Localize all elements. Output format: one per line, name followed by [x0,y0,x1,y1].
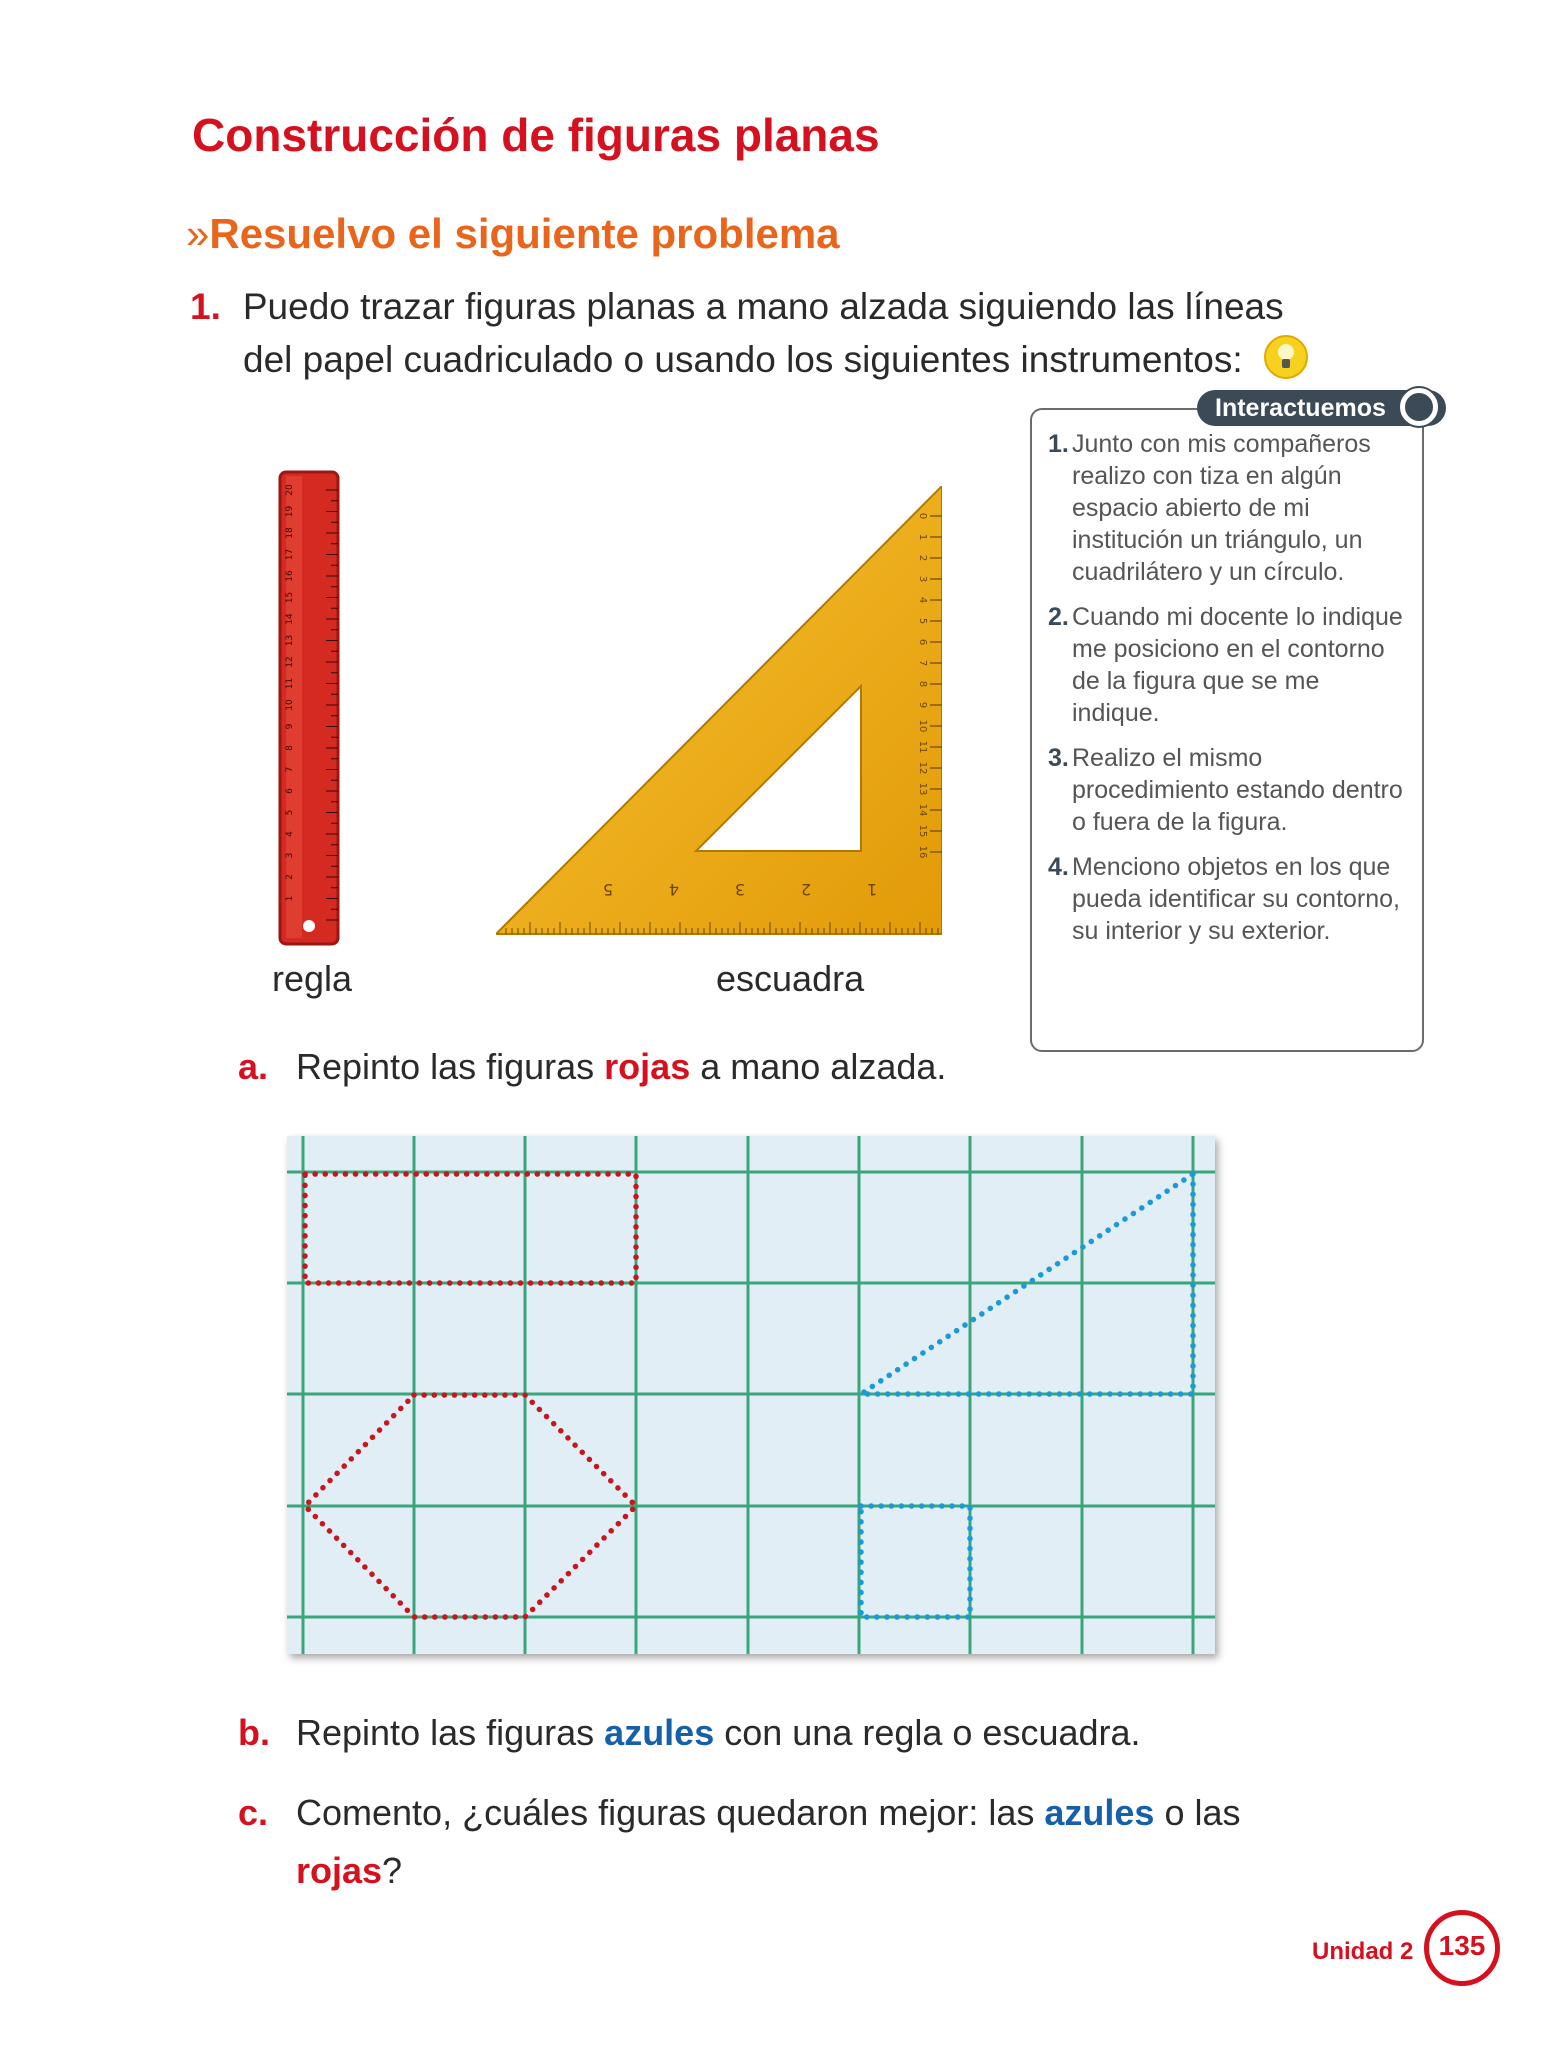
setsquare-side-label: 4 [917,596,928,604]
page-title: Construcción de figuras planas [192,109,880,161]
footer-unit: Unidad 2 [1312,1938,1414,1965]
ruler-tick-label: 2 [285,874,295,880]
setsquare-side-label: 5 [917,617,928,625]
ruler-tick-label: 8 [285,745,295,751]
sub-question-b: b. Repinto las figuras azules con una regla o escuadra. [238,1712,1141,1753]
interactuemos-item: 4. Menciono objetos en los que pueda identificar su contorno, su interior y su exterior. [1048,853,1400,945]
setsquare-side-label: 12 [917,761,928,775]
setsquare-bottom-label: 5 [602,880,614,899]
setsquare-side-label: 16 [917,845,928,859]
ruler-tick-label: 6 [285,788,295,794]
question-line-1: Puedo trazar figuras planas a mano alzada siguiendo las líneas [242,286,1284,327]
ruler-tick-label: 12 [285,656,295,668]
interactuemos-tag: Interactuemos [1197,390,1446,426]
question-number: 1. [190,286,221,327]
ruler-tick-label: 11 [285,677,295,690]
ruler-tick-label: 9 [285,723,295,730]
setsquare-side-label: 7 [917,659,928,667]
setsquare-side-label: 1 [917,533,928,541]
sub-question-c: c. Comento, ¿cuáles figuras quedaron mejor: las azules o las rojas? [238,1792,1241,1891]
ruler-tick-label: 4 [285,831,295,837]
ruler-tick-label: 14 [285,613,295,625]
setsquare-side-label: 9 [917,701,928,709]
question-line-2: del papel cuadriculado o usando los siguientes instrumentos: [243,339,1243,380]
ruler-tick-label: 18 [285,527,295,539]
ruler-tick-label: 7 [285,766,295,773]
ruler-tick-label: 17 [285,548,295,561]
setsquare-side-label: 13 [917,782,928,796]
ruler-tick-label: 20 [285,484,295,496]
setsquare-side-label: 6 [917,638,928,646]
grid-paper [287,1136,1215,1654]
ruler-caption: regla [272,958,353,999]
ruler-tick-label: 15 [285,591,295,604]
section-heading [186,210,840,258]
ruler-tick-label: 5 [285,809,295,816]
ruler-tick-label: 19 [285,505,295,518]
setsquare-side-label: 3 [917,575,928,583]
setsquare-caption: escuadra [716,958,865,999]
ruler-illustration [278,470,340,946]
sub-question-a: a. Repinto las figuras rojas a mano alzada. [238,1046,947,1087]
page-number: 135 [1424,1910,1500,1986]
interactuemos-item: 3. Realizo el mismo procedimiento estando dentro o fuera de la figura. [1048,744,1403,836]
ruler-tick-label: 1 [285,895,295,902]
setsquare-bottom-label: 4 [668,880,680,899]
section-marker: » [186,210,210,257]
setsquare-bottom-label: 1 [866,880,878,899]
ruler-tick-label: 10 [285,699,295,711]
setsquare-illustration [496,486,942,938]
setsquare-side-label: 10 [917,719,928,733]
setsquare-side-label: 0 [917,512,928,520]
setsquare-bottom-label: 3 [734,880,746,899]
interactuemos-list [1048,428,1408,960]
interactuemos-item: 1. Junto con mis compañeros realizo con tiza en algún espacio abierto de mi institución un triángulo, un cuadrilátero y un círculo. [1048,430,1371,586]
ruler-tick-label: 3 [285,852,295,859]
setsquare-side-label: 14 [917,803,928,817]
setsquare-bottom-label: 2 [800,880,812,899]
lightbulb-icon [1263,334,1309,380]
ruler-tick-label: 13 [285,634,295,647]
interactuemos-dot-icon [1400,388,1438,426]
setsquare-side-label: 8 [917,680,928,688]
ruler-tick-label: 16 [285,570,295,582]
section-heading-text: Resuelvo el siguiente problema [209,210,840,257]
interactuemos-item: 2. Cuando mi docente lo indique me posiciono en el contorno de la figura que se me indique. [1048,603,1403,727]
question-1 [190,280,1380,386]
setsquare-side-label: 15 [917,824,928,838]
setsquare-side-label: 2 [917,554,928,562]
setsquare-side-label: 11 [917,740,928,754]
